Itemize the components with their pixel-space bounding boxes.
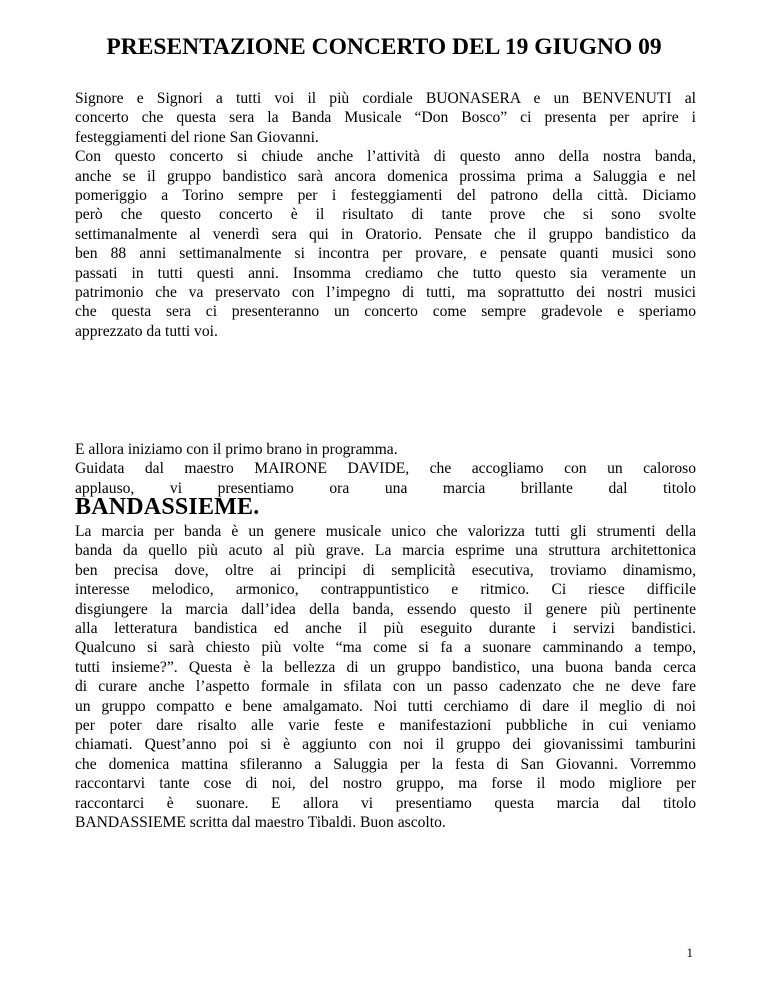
program-intro-paragraph	[75, 440, 696, 498]
text-line: settimanalmente al venerdì sera qui in Oratorio. Pensate che il gruppo bandistico da	[75, 225, 696, 243]
text-line: passati in tutti questi anni. Insomma crediamo che tutto questo sia veramente un	[75, 264, 696, 282]
text-line: che questa sera ci presenteranno un concerto come sempre gradevole e speriamo	[75, 303, 696, 321]
text-line: banda da quello più acuto al più grave. La marcia esprime una struttura architettonica	[75, 542, 696, 560]
text-line: raccontarci è suonare. E allora vi presentiamo questa marcia dal titolo	[75, 794, 696, 812]
text-line: Signore e Signori a tutti voi il più cordiale BUONASERA e un BENVENUTI al	[75, 90, 696, 107]
text-line: ben 88 anni settimanalmente si incontra per provare, e pensate quanti musici sono	[75, 245, 696, 263]
intro-paragraph	[75, 89, 696, 341]
text-line: raccontarvi tante cose di noi, del nostro gruppo, ma forse il modo migliore per	[75, 775, 696, 793]
march-title: BANDASSIEME.	[75, 494, 260, 520]
text-line: Con questo concerto si chiude anche l’attività di questo anno della nostra banda,	[75, 148, 696, 166]
text-line: di curare anche l’aspetto formale in sfilata con un passo cadenzato che ne deve fare	[75, 678, 696, 696]
text-line: però che questo concerto è il risultato di tante prove che si sono svolte	[75, 206, 696, 224]
text-line: festeggiamenti del rione San Giovanni.	[75, 128, 319, 146]
text-line: patrimonio che va preservato con l’impegno di tutti, ma soprattutto dei nostri musici	[75, 284, 696, 302]
text-line: Qualcuno si sarà chiesto più volte “ma come si fa a suonare camminando a tempo,	[75, 639, 696, 657]
page-number: 1	[686, 945, 693, 960]
text-line: Guidata dal maestro MAIRONE DAVIDE, che accogliamo con un caloroso	[75, 460, 696, 478]
text-line: che domenica mattina sfileranno a Saluggia per la festa di San Giovanni. Vorremmo	[75, 755, 696, 773]
text-line: La marcia per banda è un genere musicale unico che valorizza tutti gli strumenti della	[75, 523, 696, 540]
text-line: alla letteratura bandistica ed anche il più eseguito durante i servizi bandistici.	[75, 620, 696, 638]
text-line: un gruppo compatto e bene amalgamato. Noi tutti cerchiamo di dare il meglio di noi	[75, 697, 696, 715]
text-line: ben precisa dove, oltre ai principi di semplicità esecutiva, troviamo dinamismo,	[75, 561, 696, 579]
text-line: pomeriggio a Torino sempre per i festeggiamenti del patrono della città. Diciamo	[75, 187, 696, 205]
text-line: concerto che questa sera la Banda Musicale “Don Bosco” ci presenta per aprire i	[75, 109, 696, 127]
text-line: chiamati. Quest’anno poi si è aggiunto con noi il gruppo dei giovanissimi tamburini	[75, 736, 696, 754]
march-description-paragraph	[75, 522, 696, 833]
text-line: anche se il gruppo bandistico sarà ancora domenica prossima prima a Saluggia e nel	[75, 167, 696, 185]
text-line: interesse melodico, armonico, contrappuntistico e ritmico. Ci riesce difficile	[75, 581, 696, 599]
text-line: per poter dare risalto alle varie feste e manifestazioni pubbliche in cui veniamo	[75, 717, 696, 735]
text-line: apprezzato da tutti voi.	[75, 322, 218, 340]
document-title: PRESENTAZIONE CONCERTO DEL 19 GIUGNO 09	[106, 34, 662, 60]
text-line: E allora iniziamo con il primo brano in programma.	[75, 441, 398, 458]
text-line: BANDASSIEME scritta dal maestro Tibaldi. Buon ascolto.	[75, 814, 446, 832]
text-line: tutti insieme?”. Questa è la bellezza di un gruppo bandistico, una buona banda cerca	[75, 658, 696, 676]
text-line: disgiungere la marcia dall’idea della banda, essendo questo il genere più pertinente	[75, 600, 696, 618]
text-line: applauso, vi presentiamo ora una marcia brillante dal titolo	[75, 479, 696, 497]
